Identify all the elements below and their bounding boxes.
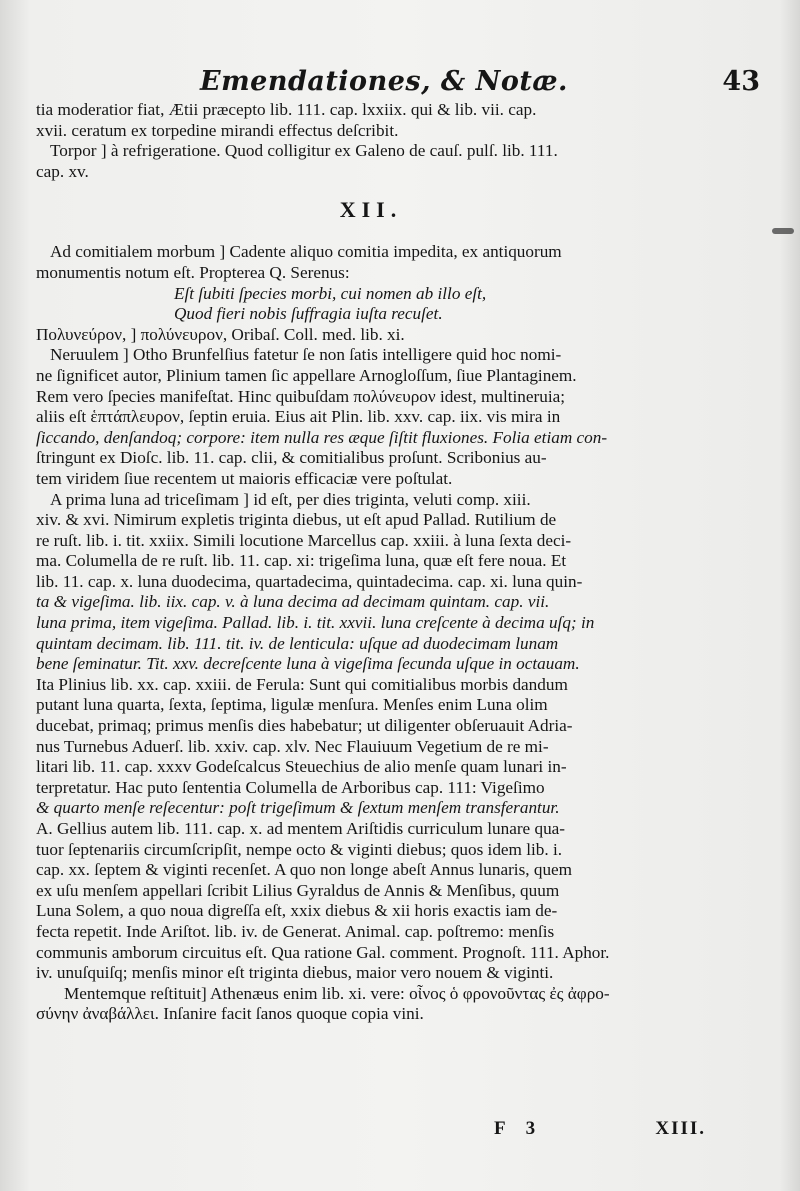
text-line: iv. unuſquiſq; menſis minor eſt triginta diebus, maior vero nouem & viginti.	[36, 963, 554, 983]
text-line: tia moderatior fiat, Ætii præcepto lib. 111. cap. lxxiix. qui & lib. vii. cap.	[36, 100, 537, 119]
text-line: ex uſu menſem appellari ſcribit Lilius Gyraldus de Annis & Menſibus, quum	[36, 880, 560, 900]
page-number: 43	[722, 66, 760, 97]
text-line: luna prima, item vigeſima. Pallad. lib. i. tit. xxvii. luna creſcente à decima uſq; in	[36, 613, 595, 633]
text-line: Neruulem ] Otho Brunfelſius fatetur ſe non ſatis intelligere quid hoc nomi-	[50, 345, 562, 365]
text-line: monumentis notum eſt. Propterea Q. Serenus:	[36, 262, 350, 282]
text-line: Πολυνεύρον, ] πολύνευρον, Oribaſ. Coll. med. lib. xi.	[36, 324, 405, 344]
paragraph-comitialem	[36, 242, 706, 283]
text-line: putant luna quarta, ſexta, ſeptima, ligulæ menſura. Menſes enim Luna olim	[36, 695, 548, 715]
text-line: ma. Columella de re ruſt. lib. 11. cap. xi: trigeſima luna, quæ eſt fere noua. Et	[36, 551, 567, 571]
text-line: ducebat, primaq; primus menſis dies habebatur; ut diligenter obſeruauit Adria-	[36, 716, 573, 736]
text-line: A. Gellius autem lib. 111. cap. x. ad mentem Ariſtidis curriculum lunare qua-	[36, 819, 566, 838]
text-line: tem viridem ſiue recentem ut maioris efficaciæ vere poſtulat.	[36, 468, 453, 488]
catchword: XIII.	[655, 1118, 706, 1139]
text-line: σύνην ἀναβάλλει. Inſanire facit ſanos quoque copia vini.	[36, 1004, 424, 1024]
verse-line: Quod fieri nobis ſuffragia iuſta recuſet.	[174, 304, 443, 324]
text-line: ſtringunt ex Dioſc. lib. 11. cap. clii, & comitialibus proſunt. Scribonius au-	[36, 448, 547, 468]
signature-mark: F 3	[494, 1118, 544, 1139]
text-line: Rem vero ſpecies manifeſtat. Hinc quibuſdam πολύνευρον idest, multineruia;	[36, 386, 566, 406]
text-line: tuor ſeptenariis circumſcripſit, nempe octo & viginti diebus; quos idem lib. i.	[36, 839, 563, 859]
text-line: bene ſeminatur. Tit. xxv. decreſcente luna à vigeſima ſecunda uſque in octauam.	[36, 654, 580, 674]
ink-smudge	[772, 228, 794, 234]
text-line: lib. 11. cap. x. luna duodecima, quartadecima, quintadecima. cap. xi. luna quin-	[36, 571, 583, 591]
text-line: Torpor ] à refrigeratione. Quod colligitur ex Galeno de cauſ. pulſ. lib. 111.	[50, 141, 558, 161]
text-line: ne ſignificet autor, Plinium tamen ſic appellare Arnogloſſum, ſiue Plantaginem.	[36, 365, 577, 385]
text-line: nus Turnebus Aduerſ. lib. xxiv. cap. xlv. Nec Flauiuum Vegetium de re mi-	[36, 736, 549, 756]
text-line: aliis eſt ἑπτάπλευρον, ſeptin eruia. Eius ait Plin. lib. xxv. cap. iix. vis mira in	[36, 407, 561, 427]
page-footer	[36, 1118, 706, 1144]
text-line: re ruſt. lib. i. tit. xxiix. Simili locutione Marcellus cap. xxiii. à luna ſexta deci-	[36, 530, 572, 550]
text-line: litari lib. 11. cap. xxxv Godeſcalcus Steuechius de alio menſe quam lunari in-	[36, 757, 567, 777]
lines-top	[36, 100, 706, 182]
verse-quote	[36, 284, 706, 325]
text-line: Ita Plinius lib. xx. cap. xxiii. de Ferula: Sunt qui comitialibus morbis dandum	[36, 674, 568, 694]
text-line: cap. xx. ſeptem & viginti recenſet. A quo non longe abeſt Annus lunaris, quem	[36, 860, 573, 880]
text-line: xiv. & xvi. Nimirum expletis triginta diebus, ut eſt apud Pallad. Rutilium de	[36, 510, 557, 530]
lines-main	[36, 325, 706, 1025]
text-line: Ad comitialem morbum ] Cadente aliquo comitia impedita, ex antiquorum	[50, 242, 562, 262]
text-line: Luna Solem, a quo noua digreſſa eſt, xxix diebus & xii horis exactis iam de-	[36, 901, 558, 921]
verse-line: Eſt ſubiti ſpecies morbi, cui nomen ab illo eſt,	[174, 283, 487, 303]
text-line: & quarto menſe reſecentur: poſt trigeſimum & ſextum menſem transferantur.	[36, 798, 560, 818]
text-line: A prima luna ad triceſimam ] id eſt, per dies triginta, veluti comp. xiii.	[50, 489, 531, 509]
text-line: xvii. ceratum ex torpedine mirandi effectus deſcribit.	[36, 120, 399, 140]
text-line: ta & vigeſima. lib. iix. cap. v. à luna decima ad decimam quintam. cap. vii.	[36, 592, 550, 612]
text-line: quintam decimam. lib. 111. tit. iv. de lenticula: uſque ad duodecimam lunam	[36, 633, 559, 653]
text-line: communis amborum circuitus eſt. Qua ratione Gal. comment. Prognoſt. 111. Aphor.	[36, 942, 610, 962]
running-head: Emendationes, & Notæ.	[200, 66, 568, 97]
text-line: fecta repetit. Inde Ariſtot. lib. iv. de Generat. Animal. cap. poſtremo: menſis	[36, 921, 555, 941]
page-header	[40, 62, 760, 102]
text-line: Mentemque reſtituit] Athenæus enim lib. xi. vere: οἶνος ὁ φρονοῦντας ἐς ἀφρο-	[64, 983, 610, 1003]
body-text	[36, 100, 706, 1025]
text-line: ſiccando, denſandoq; corpore: item nulla res æque ſiſtit fluxiones. Folia etiam con-	[36, 427, 608, 447]
text-line: terpretatur. Hac puto ſententia Columella de Arboribus cap. 111: Vigeſimo	[36, 777, 545, 797]
text-line: cap. xv.	[36, 161, 89, 181]
section-heading: XII.	[339, 197, 403, 223]
